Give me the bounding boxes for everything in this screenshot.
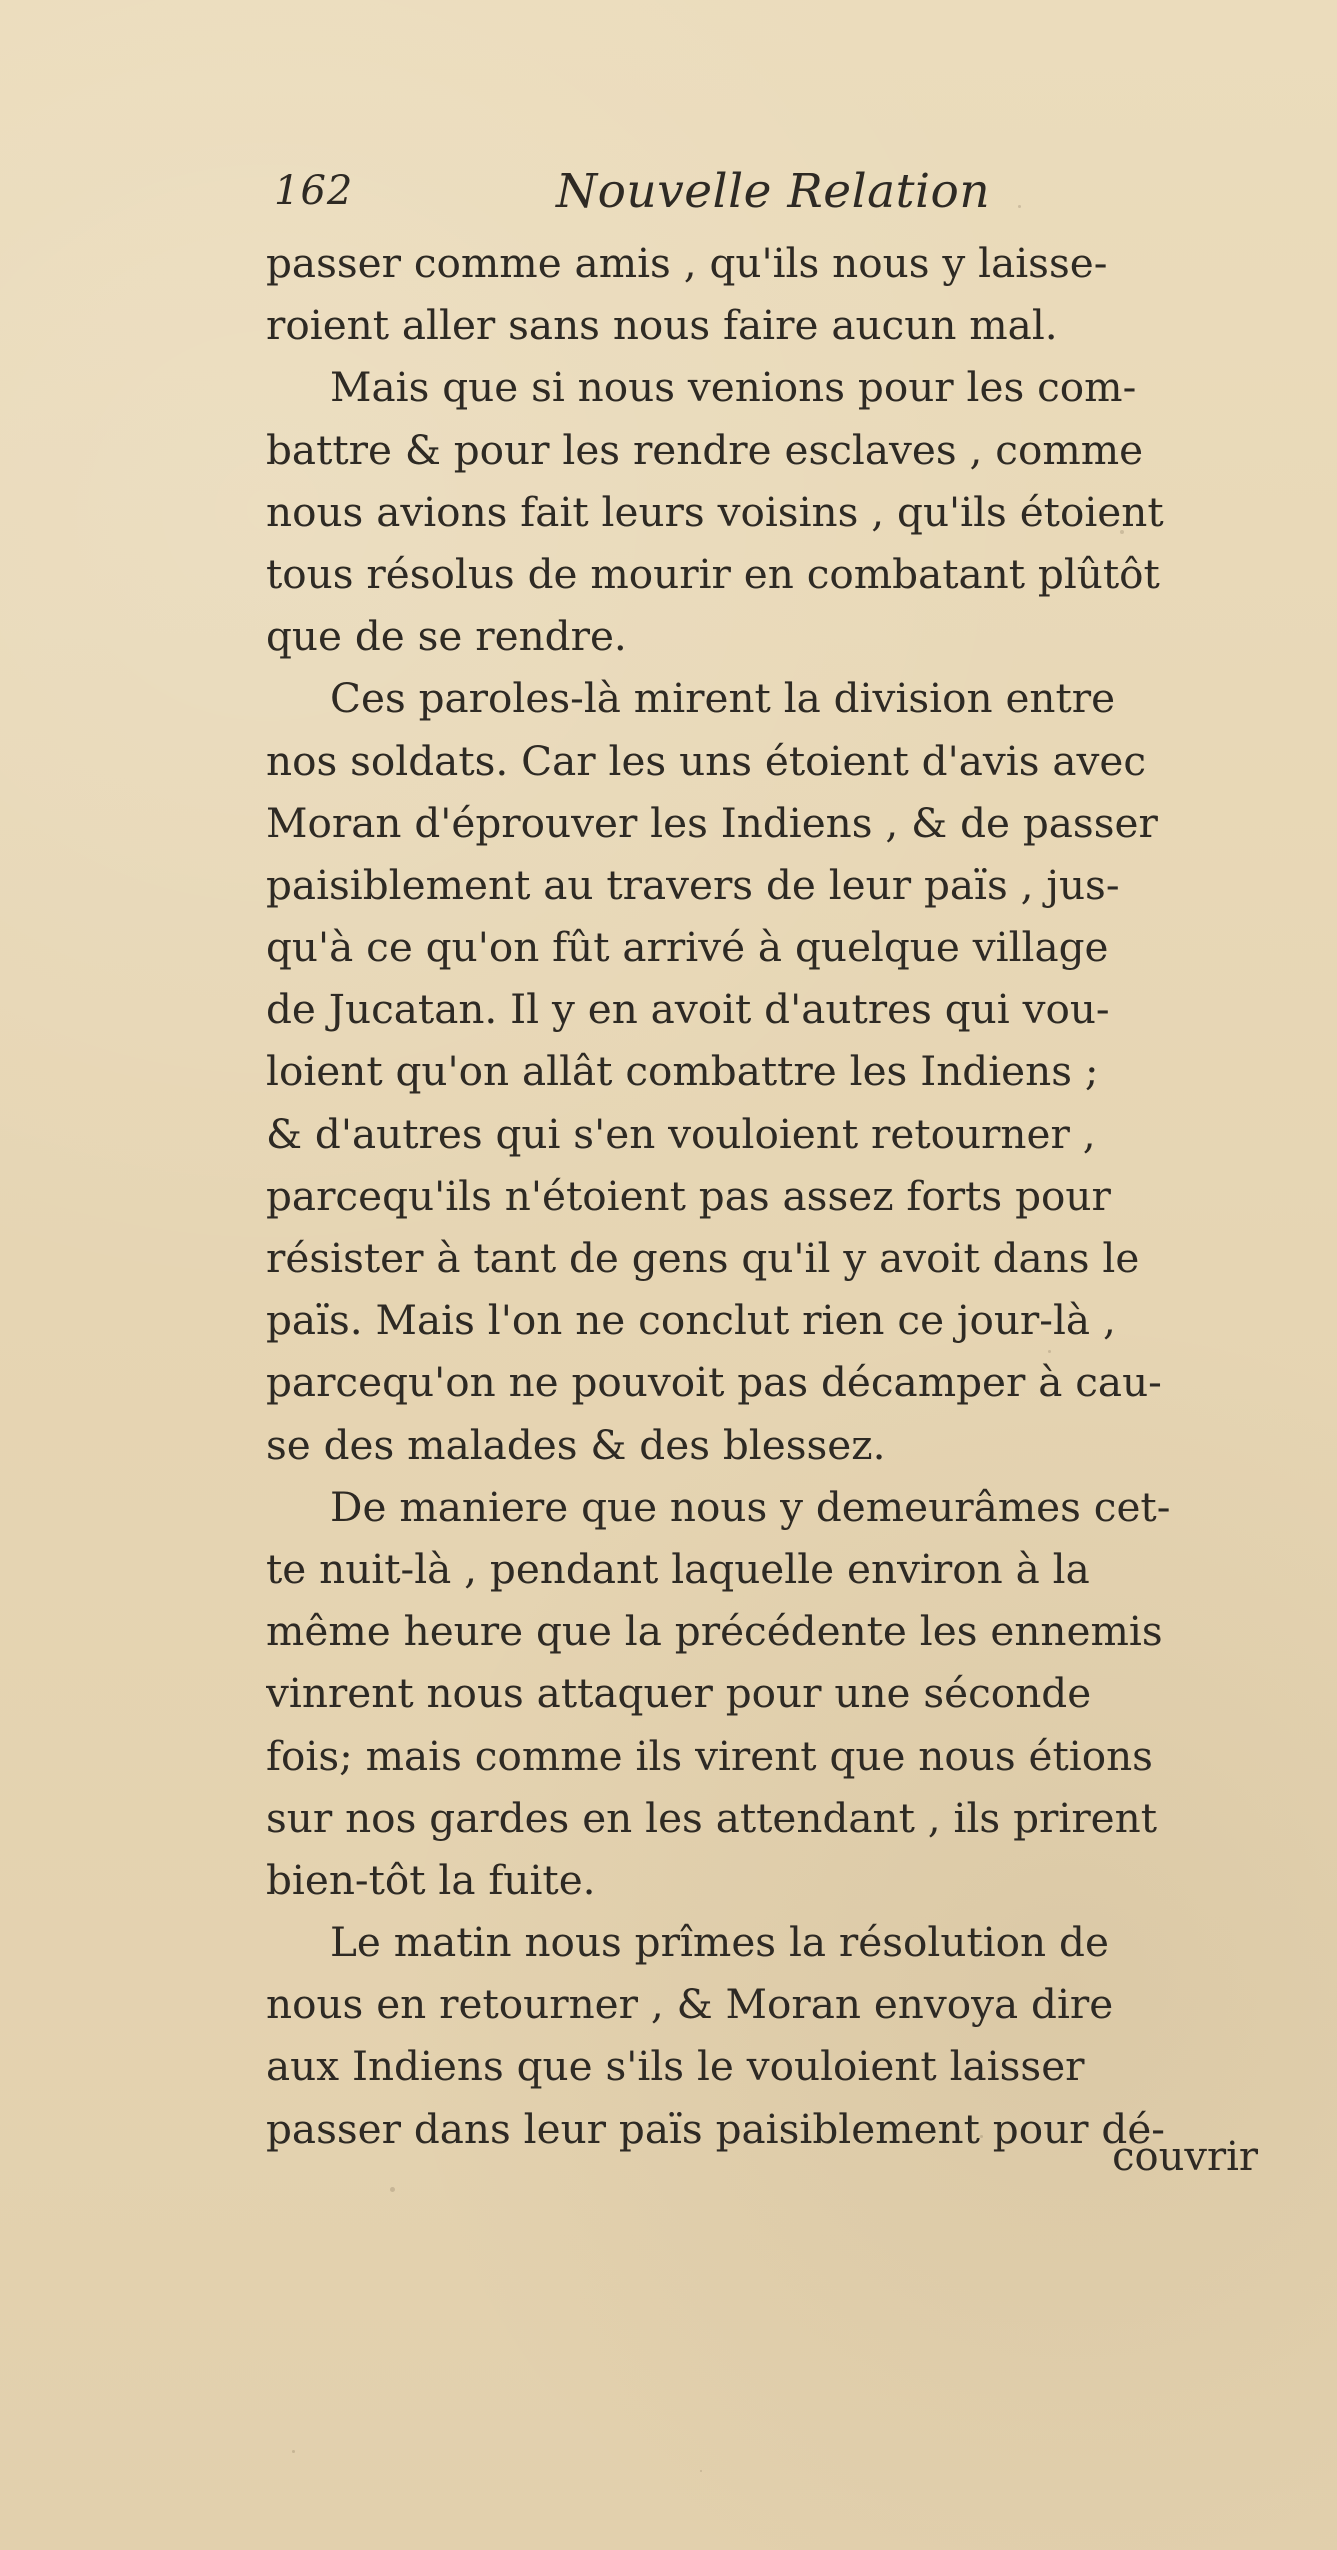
text-line: résister à tant de gens qu'il y avoit dans le (266, 1234, 1140, 1282)
paper-speck (1018, 205, 1021, 208)
running-title: Nouvelle Relation (556, 164, 991, 219)
text-line: qu'à ce qu'on fût arrivé à quelque village (266, 923, 1109, 972)
text-line: Moran d'éprouver les Indiens , & de passer (266, 798, 1158, 847)
catchword-row (266, 2126, 1258, 2188)
page-text (266, 232, 1258, 2160)
text-line: nous en retourner , & Moran envoya dire (266, 1980, 1114, 2029)
text-line: Le matin nous prîmes la résolution de (330, 1918, 1109, 1967)
text-line: roient aller sans nous faire aucun mal. (266, 301, 1058, 350)
text-line: païs. Mais l'on ne conclut rien ce jour-là , (266, 1296, 1116, 1345)
text-line: Mais que si nous venions pour les com- (330, 363, 1137, 412)
text-line: te nuit-là , pendant laquelle environ à la (266, 1544, 1090, 1593)
catchword: couvrir (1112, 2134, 1258, 2180)
text-line: même heure que la précédente les ennemis (266, 1607, 1163, 1656)
text-line: parcequ'on ne pouvoit pas décamper à cau- (266, 1358, 1162, 1407)
text-line: loient qu'on allât combattre les Indiens ; (266, 1047, 1099, 1096)
paper-speck (292, 2450, 295, 2453)
text-line: passer comme amis , qu'ils nous y laisse- (266, 239, 1108, 287)
text-line: paisiblement au travers de leur païs , jus- (266, 860, 1120, 909)
text-line: nos soldats. Car les uns étoient d'avis avec (266, 736, 1147, 785)
page-header (266, 164, 1006, 224)
text-line: nous avions fait leurs voisins , qu'ils étoient (266, 487, 1164, 536)
page-number: 162 (274, 168, 354, 214)
text-line: Ces paroles-là mirent la division entre (330, 674, 1116, 723)
text-line: tous résolus de mourir en combatant plûtôt (266, 549, 1160, 598)
text-line: se des malades & des blessez. (266, 1420, 886, 1469)
text-line: parcequ'ils n'étoient pas assez forts pour (266, 1171, 1111, 1220)
text-line: aux Indiens que s'ils le vouloient laisser (266, 2042, 1085, 2091)
text-line: passer dans leur païs paisiblement pour dé- (266, 2104, 1165, 2153)
text-line: que de se rendre. (266, 612, 627, 661)
text-line: fois; mais comme ils virent que nous étions (266, 1731, 1153, 1780)
text-line: de Jucatan. Il y en avoit d'autres qui vou- (266, 985, 1110, 1034)
text-line: vinrent nous attaquer pour une séconde (266, 1669, 1092, 1718)
text-line: De maniere que nous y demeurâmes cet- (330, 1482, 1171, 1531)
text-line: battre & pour les rendre esclaves , comme (266, 425, 1144, 474)
text-line: sur nos gardes en les attendant , ils prirent (266, 1793, 1157, 1842)
paper-speck (700, 2470, 702, 2472)
text-line: bien-tôt la fuite. (266, 1855, 596, 1904)
text-line: & d'autres qui s'en vouloient retourner , (266, 1109, 1096, 1158)
